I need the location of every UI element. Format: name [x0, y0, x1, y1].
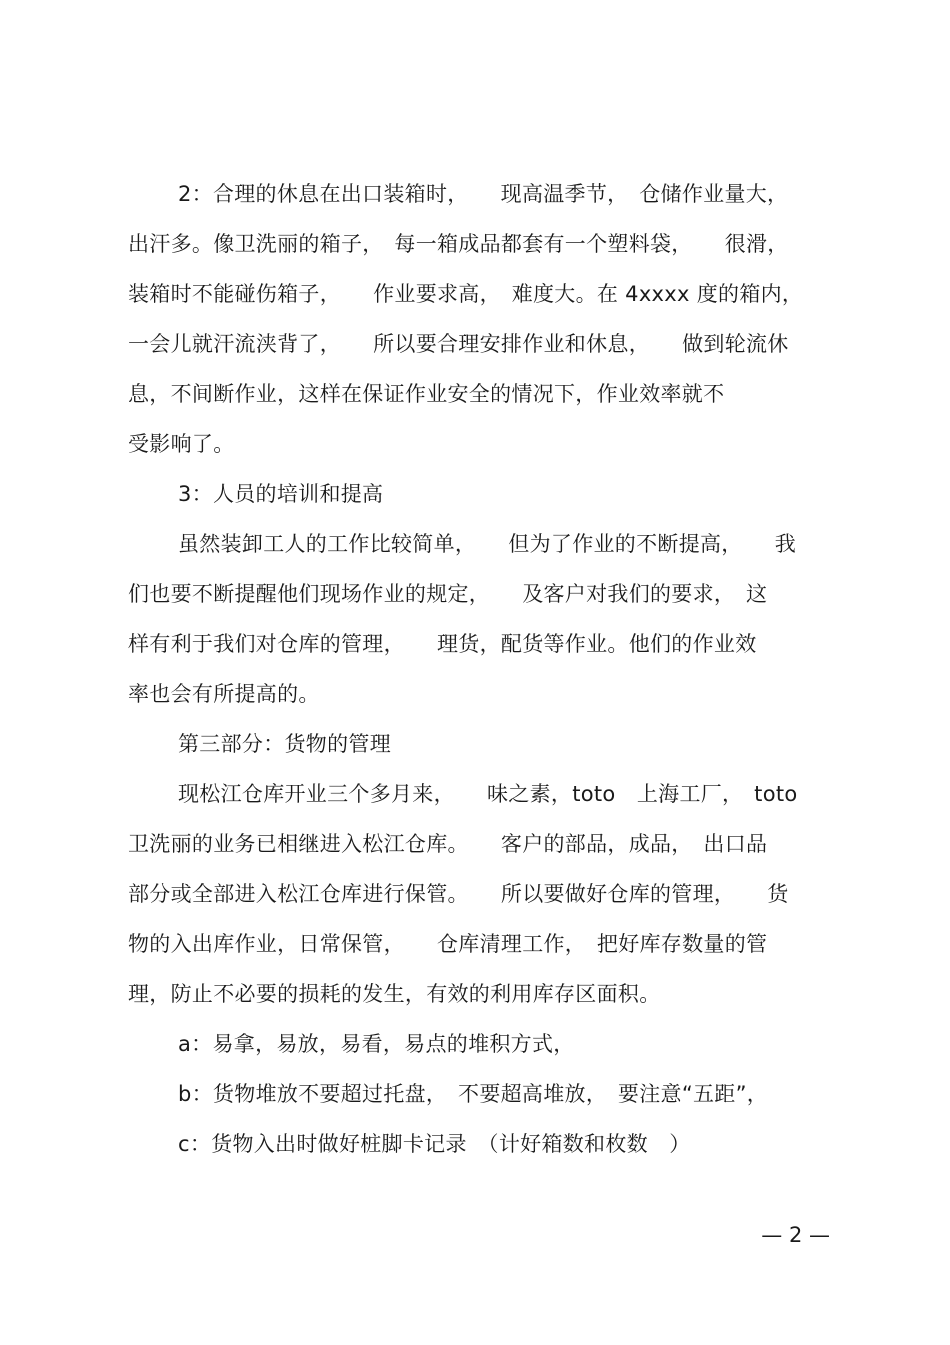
paragraph-line: 出汗多。像卫洗丽的箱子， 每一箱成品都套有一个塑料袋， 很滑，	[128, 232, 789, 256]
paragraph-line: 样有利于我们对仓库的管理， 理货，配货等作业。他们的作业效	[128, 632, 757, 656]
list-item: c：货物入出时做好桩脚卡记录 （计好箱数和枚数 ）	[178, 1132, 691, 1156]
section-heading: 第三部分：货物的管理	[178, 732, 391, 756]
paragraph-line: 们也要不断提醒他们现场作业的规定， 及客户对我们的要求， 这	[128, 582, 768, 606]
list-item: b：货物堆放不要超过托盘， 不要超高堆放， 要注意“五距”，	[178, 1082, 769, 1106]
paragraph-line: 部分或全部进入松江仓库进行保管。 所以要做好仓库的管理， 货	[128, 882, 789, 906]
list-item: a：易拿，易放，易看，易点的堆积方式，	[178, 1032, 575, 1056]
paragraph-line: 卫洗丽的业务已相继进入松江仓库。 客户的部品，成品， 出口品	[128, 832, 768, 856]
paragraph-line: 虽然装卸工人的工作比较简单， 但为了作业的不断提高， 我	[178, 532, 796, 556]
paragraph-line: 理，防止不必要的损耗的发生，有效的利用库存区面积。	[128, 982, 661, 1006]
page-number: — 2 —	[761, 1223, 830, 1247]
paragraph-line: 物的入出库作业，日常保管， 仓库清理工作， 把好库存数量的管	[128, 932, 768, 956]
paragraph-line: 率也会有所提高的。	[128, 682, 320, 706]
section-heading: 3：人员的培训和提高	[178, 482, 384, 506]
paragraph-line: 装箱时不能碰伤箱子， 作业要求高， 难度大。在 4xxxx 度的箱内，	[128, 282, 804, 306]
paragraph-line: 现松江仓库开业三个多月来， 味之素，toto 上海工厂， toto	[178, 782, 798, 806]
paragraph-line: 一会儿就汗流浃背了， 所以要合理安排作业和休息， 做到轮流休	[128, 332, 789, 356]
paragraph-line: 受影响了。	[128, 432, 235, 456]
paragraph-line: 息，不间断作业，这样在保证作业安全的情况下，作业效率就不	[128, 382, 725, 406]
paragraph-line: 2：合理的休息在出口装箱时， 现高温季节， 仓储作业量大，	[178, 182, 789, 206]
